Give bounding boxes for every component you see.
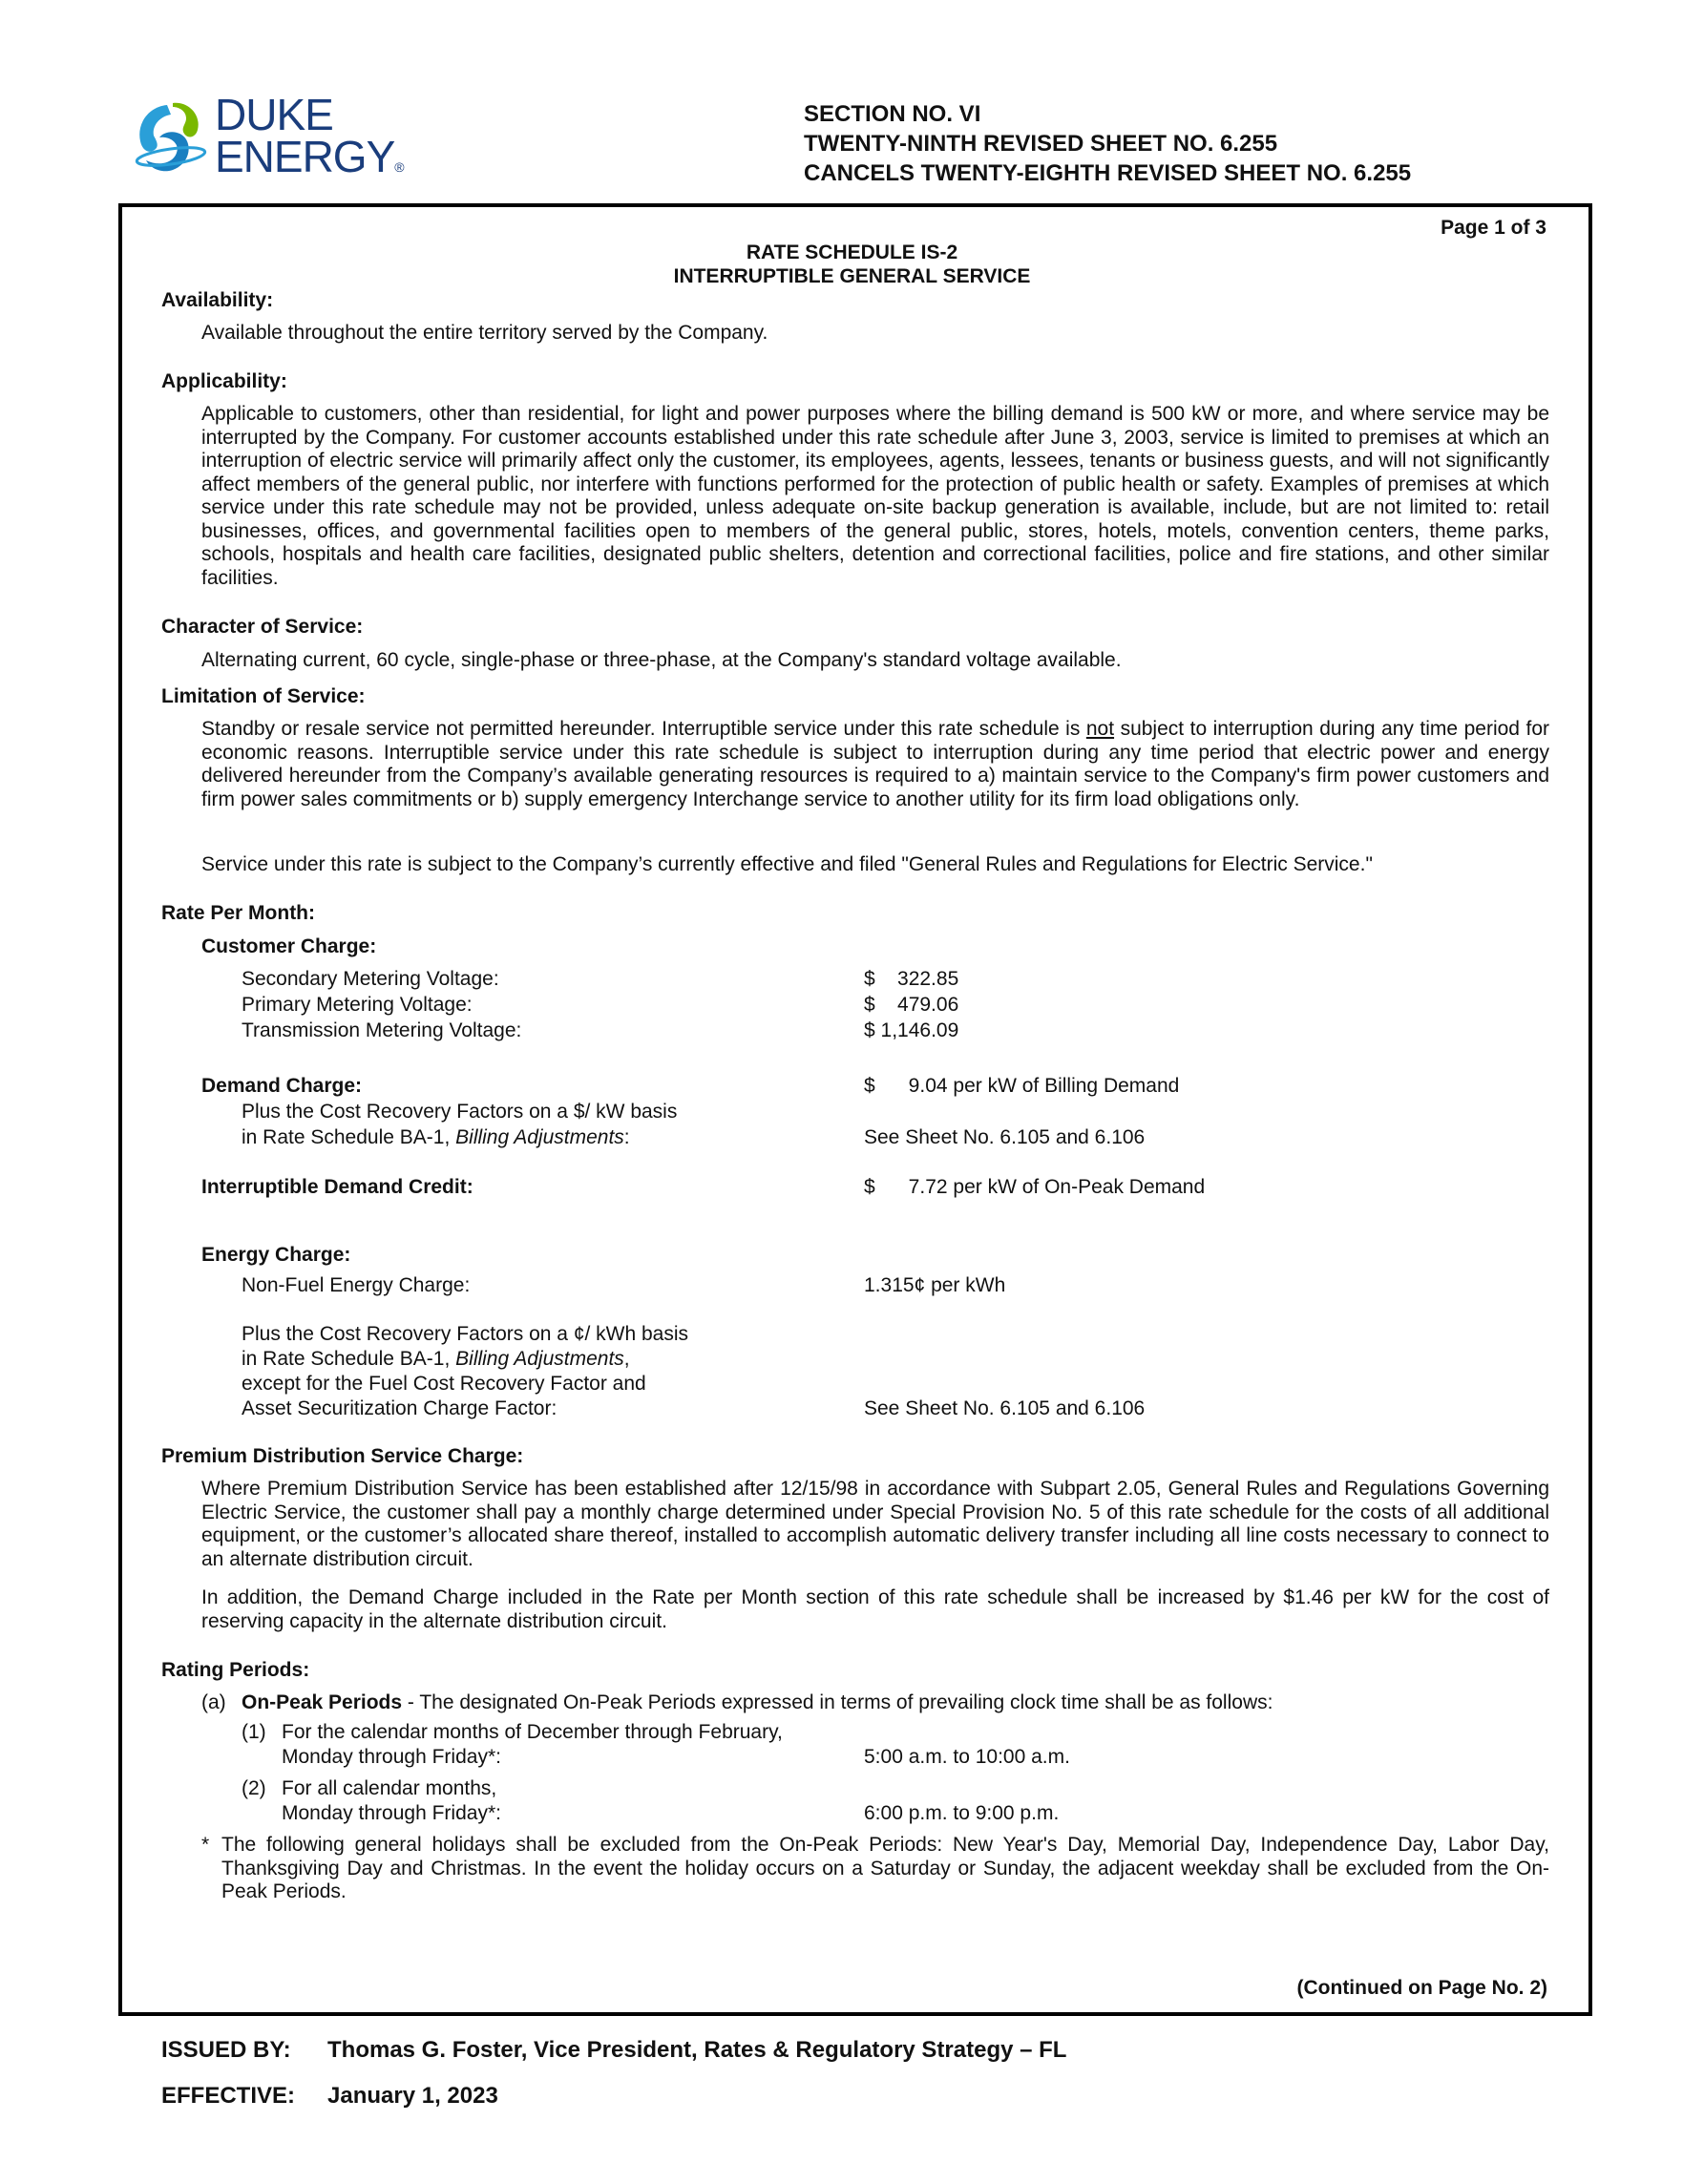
energy-charge-plus-punct: , (623, 1348, 630, 1370)
customer-charge-heading: Customer Charge: (201, 935, 377, 957)
on-peak-periods-text (242, 1691, 1273, 1715)
premium-distribution-additional-text: In addition, the Demand Charge included in the Rate per Month section of this rate schedule shall be increased by $1.46 per kW for the cost of reserving capacity in the alternate distribution circuit. (201, 1586, 1549, 1632)
applicability-text: Applicable to customers, other than residential, for light and power purposes where the billing demand is 500 kW or more, and where service may be interrupted by the Company. For customer accounts established under this rate schedule after June 3, 2003, service is limited to premises at which an interruption of electric service will primarily affect only the customer, its employees, agents, lessees, tenants or business guests, and will not significantly affect members of the general public, nor interfere with functions performed for the protection of public health or safety. Examples of premises at which service under this rate schedule may not be provided, unless adequate on-site backup generation is available, include, but are not limited to: retail businesses, offices, and governmental facilities open to members of the general public, stores, hotels, motels, convention centers, theme parks, schools, hospitals and health care facilities, designated public shelters, detention and correctional facilities, police and fire stations, and other similar facilities. (201, 403, 1549, 589)
non-fuel-energy-charge-label: Non-Fuel Energy Charge: (242, 1274, 471, 1296)
availability-heading: Availability: (161, 289, 274, 311)
customer-charge-row-label: Secondary Metering Voltage: (242, 968, 499, 990)
interruptible-demand-credit-heading: Interruptible Demand Credit: (201, 1176, 473, 1198)
demand-charge-plus-punct: : (623, 1126, 630, 1148)
customer-charge-row-value: $ 479.06 (864, 994, 959, 1016)
demand-charge-plus-text: in Rate Schedule BA-1, (242, 1126, 456, 1148)
duke-energy-logo-icon (131, 97, 209, 183)
limitation-of-service-text (201, 718, 1549, 811)
schedule-title-line-2: INTERRUPTIBLE GENERAL SERVICE (673, 265, 1031, 287)
billing-adjustments-italic: Billing Adjustments (455, 1126, 624, 1148)
demand-charge-heading: Demand Charge: (201, 1075, 363, 1097)
energy-charge-see-sheet: See Sheet No. 6.105 and 6.106 (864, 1397, 1146, 1419)
limitation-rules-text: Service under this rate is subject to the Company’s currently effective and filed "General Rules and Regulations for Electric Service." (201, 853, 1373, 875)
billing-adjustments-italic: Billing Adjustments (455, 1348, 624, 1370)
character-of-service-text: Alternating current, 60 cycle, single-phase or three-phase, at the Company's standard voltage available. (201, 649, 1122, 671)
limitation-not-emphasis: not (1085, 718, 1115, 740)
demand-charge-see-sheet: See Sheet No. 6.105 and 6.106 (864, 1126, 1146, 1148)
premium-distribution-text: Where Premium Distribution Service has been established after 12/15/98 in accordance with Subpart 2.05, General Rules and Regulations Governing Electric Service, the customer shall pay a monthly charge determined under Special Provision No. 5 of this rate schedule for the costs of all additional equipment, or the customer’s allocated share thereof, installed to accomplish automatic delivery transfer including all line costs necessary to connect to an alternate distribution circuit. (201, 1478, 1549, 1570)
on-peak-item-line-1: For the calendar months of December through February, (282, 1721, 783, 1743)
on-peak-item-time: 5:00 a.m. to 10:00 a.m. (864, 1746, 1070, 1768)
applicability-heading: Applicability: (161, 370, 287, 392)
effective-label: EFFECTIVE: (161, 2083, 296, 2109)
energy-charge-plus-line-4: Asset Securitization Charge Factor: (242, 1397, 557, 1419)
rate-per-month-heading: Rate Per Month: (161, 902, 316, 924)
schedule-title-line-1: RATE SCHEDULE IS-2 (746, 242, 958, 263)
issued-by-label: ISSUED BY: (161, 2037, 291, 2063)
premium-distribution-heading: Premium Distribution Service Charge: (161, 1445, 524, 1467)
cancels-sheet: CANCELS TWENTY-EIGHTH REVISED SHEET NO. 6.255 (804, 160, 1412, 186)
on-peak-item-number: (1) (242, 1721, 266, 1743)
on-peak-item-line-1: For all calendar months, (282, 1777, 497, 1799)
on-peak-item-time: 6:00 p.m. to 9:00 p.m. (864, 1802, 1060, 1824)
customer-charge-row-label: Primary Metering Voltage: (242, 994, 473, 1016)
on-peak-item-line-2: Monday through Friday*: (282, 1746, 501, 1768)
energy-charge-plus-text: in Rate Schedule BA-1, (242, 1348, 456, 1370)
limitation-text-b: subject to interruption during any time period for economic reasons. Interruptible service under this rate schedule is subject to interruption during any time period that electric power and energy delivered hereunder from the Company’s available generating resources is required to a) maintain service to the Company's firm power customers and firm power sales commitments or b) supply emergency Interchange service to another utility for its firm load obligations only. (201, 718, 1549, 810)
sheet-number: TWENTY-NINTH REVISED SHEET NO. 6.255 (804, 131, 1278, 157)
on-peak-periods-label: (a) (201, 1691, 226, 1713)
limitation-text-a: Standby or resale service not permitted hereunder. Interruptible service under this rate schedule is (201, 718, 1086, 740)
customer-charge-row-label: Transmission Metering Voltage: (242, 1019, 522, 1041)
page-label: Page 1 of 3 (1441, 217, 1546, 239)
energy-charge-plus-line-2 (242, 1348, 630, 1372)
energy-charge-plus-line-3: except for the Fuel Cost Recovery Factor and (242, 1373, 646, 1395)
logo-line-1: DUKE (215, 90, 333, 139)
on-peak-periods-description: - The designated On-Peak Periods expressed in terms of prevailing clock time shall be as follows: (402, 1691, 1273, 1713)
demand-charge-value: $ 9.04 per kW of Billing Demand (864, 1075, 1180, 1097)
demand-charge-plus-line-2 (242, 1126, 630, 1150)
effective-value: January 1, 2023 (327, 2083, 498, 2109)
customer-charge-row-value: $ 322.85 (864, 968, 959, 990)
duke-energy-logo (129, 90, 415, 189)
customer-charge-row-value: $ 1,146.09 (864, 1019, 959, 1041)
interruptible-demand-credit-value: $ 7.72 per kW of On-Peak Demand (864, 1176, 1206, 1198)
limitation-of-service-heading: Limitation of Service: (161, 685, 366, 707)
issued-by-value: Thomas G. Foster, Vice President, Rates & Regulatory Strategy – FL (327, 2037, 1067, 2063)
holiday-note-text: The following general holidays shall be excluded from the On-Peak Periods: New Year's Day, Memorial Day, Independence Day, Labor Day, Thanksgiving Day and Christmas. In the event the holiday occurs on a Saturday or Sunday, the adjacent weekday shall be excluded from the On-Peak Periods. (221, 1834, 1549, 1902)
schedule-title (0, 241, 1704, 288)
demand-charge-plus-line-1: Plus the Cost Recovery Factors on a $/ kW basis (242, 1101, 678, 1123)
character-of-service-heading: Character of Service: (161, 616, 364, 638)
continued-label: (Continued on Page No. 2) (1296, 1977, 1547, 1999)
on-peak-periods-title: On-Peak Periods (242, 1691, 403, 1713)
availability-text: Available throughout the entire territory served by the Company. (201, 322, 768, 344)
on-peak-item-number: (2) (242, 1777, 266, 1799)
logo-line-2: ENERGY (215, 132, 395, 181)
logo-registered-mark: ® (394, 159, 404, 175)
on-peak-item-line-2: Monday through Friday*: (282, 1802, 501, 1824)
sheet-header (804, 99, 1411, 188)
non-fuel-energy-charge-value: 1.315¢ per kWh (864, 1274, 1006, 1296)
energy-charge-plus-line-1: Plus the Cost Recovery Factors on a ¢/ kWh basis (242, 1323, 689, 1345)
energy-charge-heading: Energy Charge: (201, 1244, 351, 1266)
rating-periods-heading: Rating Periods: (161, 1659, 310, 1681)
holiday-note-asterisk: * (201, 1834, 210, 1856)
section-number: SECTION NO. VI (804, 101, 981, 127)
